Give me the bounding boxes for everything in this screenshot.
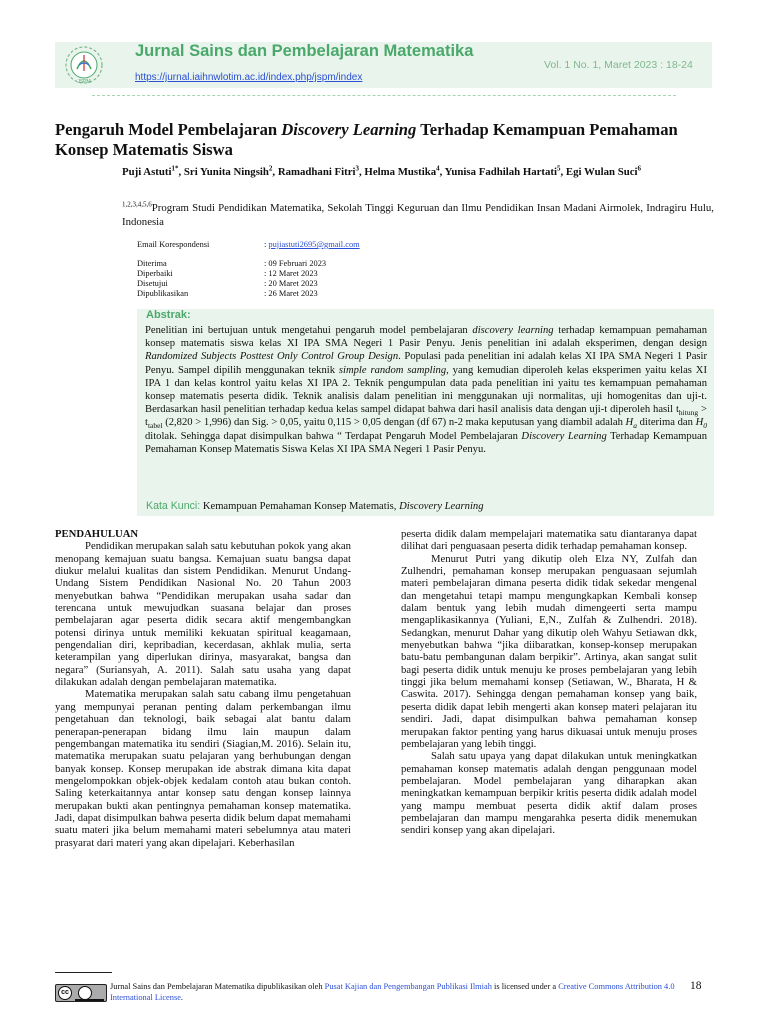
author: Egi Wulan Suci$^6$	[565, 164, 642, 178]
title-part: Pengaruh Model Pembelajaran	[55, 120, 282, 139]
paragraph: Pendidikan merupakan salah satu kebutuhan pokok yang akan menopang kemajuan suatu bangsa. Kemajuan suatu bangsa dapat diukur melalui kualitas dan sistem Pendidikan. Menurut Undang-Undang Sistem Pendidikan Nasional No. 20 Tahun 2003 menyebutkan bahwa “Pendidikan merupakan usaha sadar dan terencana untuk mewujudkan suasana belajar dan proses pembelajaran agar peserta didik secara aktif mengembangkan potensi dirinya untuk memiliki kekuatan spiritual keagamaan, pengendalian diri, kepribadian, kecerdasan, akhlak mulia, serta keterampilan yang diperlukan dirinya, masyarakat, bangsa dan negara” (Suriansyah, A. 2011). Salah satu usaha yang dapat dilakukan adalah dengan pembelajaran matematika.	[55, 540, 351, 689]
title-part: Terhadap Kemampuan Pemahaman Konsep Matematis Siswa	[55, 120, 678, 159]
abstract-segment: a	[633, 421, 637, 431]
abstract-segment: discovery learning	[472, 325, 554, 336]
author: Sri Yunita Ningsih$^2$,	[183, 164, 278, 178]
affiliation-sup: 1,2,3,4,5,6	[122, 200, 152, 209]
abstract-segment: terhadap kemampuan pemahaman konsep matematis siswa kelas XI IPA SMA Negeri 1 Pasir Penyu. Jenis penelitian ini adalah eksperimen, dengan design	[145, 325, 708, 350]
abstract-segment: Terhadap Kemampuan Pemahaman Konsep Matematis Siswa Kelas XI IPA SMA Negeri 1 Pasir Penyu.	[145, 430, 707, 455]
abstract-text	[145, 324, 707, 456]
keywords-emphasis: Discovery Learning	[399, 501, 484, 512]
section-heading: PENDAHULUAN	[55, 528, 139, 540]
logo-text: JSPM	[77, 79, 91, 85]
license-link[interactable]: Creative Commons Attribution 4.0 International License	[110, 982, 675, 1002]
body-column-left	[55, 528, 351, 849]
journal-volume: Vol. 1 No. 1, Maret 2023 : 18-24	[544, 59, 693, 71]
author: Puji Astuti$^{1*}$,	[122, 164, 184, 178]
cc-badge-text: cc	[58, 986, 72, 1000]
author-list	[122, 166, 714, 179]
paragraph: Matematika merupakan salah satu cabang ilmu pengetahuan yang mempunyai peranan penting dalam perkembangan ilmu pengetahuan dan teknologi, baik sebagai alat bantu dalam penerapan-penerapan bidang ilmu lain maupun dalam pengembangan matematika itu sendiri (Siagian,M. 2016). Selain itu, matematika merupakan suatu pelajaran yang berhubungan dengan banyak konsep. Konsep merupakan ide abstrak dimana kita dapat mengelompokkan objek-objek kedalam contoh atau bukan contoh. Saling keterkaitannya antar konsep satu dengan konsep lainnya merupakan bukti akan pentingnya pemahaman konsep matematika. Jadi, dapat disimpulkan bahwa peserta didik belum dapat memahami suatu materi jika belum memahami materi sebelumnya atau materi prasyarat dari materi yang akan dipelajari. Keberhasilan	[55, 688, 351, 849]
abstract-segment: Penelitian ini bertujuan untuk mengetahui pengaruh model pembelajaran	[145, 325, 473, 336]
paragraph: peserta didik dalam mempelajari matematika satu diantaranya dapat dilihat dari penguasaan peserta didik terhadap pemahaman konsep.	[401, 528, 697, 553]
date-received: Diterima : 09 Februari 2023	[137, 259, 327, 268]
author: Ramadhani Fitri$^3$,	[277, 164, 365, 178]
date-accepted: Disetujui : 20 Maret 2023	[137, 279, 318, 288]
page-number: 18	[690, 980, 702, 992]
author: Helma Mustika$^4$,	[364, 164, 445, 178]
journal-title: Jurnal Sains dan Pembelajaran Matematika	[135, 42, 474, 60]
email-label: Email Korespondensi	[137, 240, 210, 249]
footer-text: Jurnal Sains dan Pembelajaran Matematika dipublikasikan oleh Pusat Kajian dan Pengembangan Publikasi Ilmiah is licensed under a Creative Commons Attribution 4.0 International License.	[110, 982, 675, 1002]
abstract-segment: H	[695, 417, 704, 429]
abstract-segment: > t	[145, 404, 707, 429]
email-row	[137, 240, 360, 250]
abstract-segment: hitung	[678, 408, 699, 418]
footnote-rule	[55, 972, 112, 973]
paragraph: Salah satu upaya yang dapat dilakukan untuk meningkatkan pemahaman konsep matematis adalah dengan penggunaan model pembelajaran. Model pembelajaran yang diharapkan akan meningkatkan kemampuan berpikir kritis peserta didik adalah model yang mampu membuat peserta didik aktif dalam proses pembelajaran dan mampu mengarahka peserta didik menemukan sendiri konsep yang akan dipelajari.	[401, 750, 697, 837]
email-link[interactable]: pujiastuti2695@gmail.com	[268, 240, 360, 249]
abstract-segment: . Populasi pada penelitian ini adalah kelas XI IPA SMA Negeri 1 Pasir Penyu. Sampel dipilih menggunakan teknik	[145, 351, 707, 376]
abstract-segment: tabel	[147, 421, 163, 431]
author: Yunisa Fadhilah Hartati$^5$,	[444, 164, 566, 178]
publisher-link[interactable]: Pusat Kajian dan Pengembangan Publikasi Ilmiah	[324, 982, 492, 991]
keywords-text: Kemampuan Pemahaman Konsep Matematis,	[200, 501, 400, 512]
affiliation	[122, 201, 714, 229]
by-person-icon	[78, 986, 92, 1000]
date-revised: Diperbaiki : 12 Maret 2023	[137, 269, 318, 278]
keywords-label: Kata Kunci:	[146, 500, 201, 512]
abstract-segment: Randomized Subjects Posttest Only Control Group Design	[145, 351, 399, 363]
paragraph: Menurut Putri yang dikutip oleh Elza NY, Zulfah dan Zulhendri, pemahaman konsep merupakan penguasaan sejumlah materi pembelajaran dimana peserta didik tidak sekedar mengenal dan mengetahui tetapi mampu mengungkapkan Kembali konsep dalam bentuk yang lebih mudah dimengeerti serta mampu mengaplikasikannya (Yuliani, E,N., Zulfah & Zulhendri. 2018). Sedangkan, menurut Dahar yang dikutip oleh Wahyu Setiawan dkk, menyebutkan bahwa “jika diibaratkan, konsep-konsep merupakan batu-batu pembangunan dalam berpikir”. Artinya, akan sangat sulit bagi peserta didik untuk menuju ke proses pembelajaran yang lebih tinggi jika belum memahami konsep (Setiawan, W., Bharata, H & Caswita. 2017). Sehingga dengan pemahaman konsep yang baik, peserta didik dapat lebih mengerti akan konsep materi pelajaran itu sendiri. Jadi, dapat disimpulkan bahwa pemahaman konsep merupakan faktor penting yang harus dikuasai untuk menuju proses pembelajaran yang lebih tinggi.	[401, 552, 697, 750]
abstract-segment: 0	[703, 421, 707, 431]
abstract-segment: H	[625, 417, 634, 429]
cc-license-icon[interactable]	[55, 984, 107, 1002]
abstract-segment: Discovery Learning	[521, 430, 607, 442]
body-column-right	[401, 528, 697, 837]
email-sep: :	[264, 240, 269, 249]
journal-url-link[interactable]: https://jurnal.iaihnwlotim.ac.id/index.php/jspm/index	[135, 72, 363, 83]
abstract-segment: simple random sampling,	[338, 364, 449, 376]
affiliation-text: Program Studi Pendidikan Matematika, Sekolah Tinggi Keguruan dan Ilmu Pendidikan Insan Madani Airmolek, Indragiru Hulu, Indonesia	[122, 202, 714, 228]
abstract-segment: (2,820 > 1,996) dan Sig. > 0,05, yaitu 0,115 > 0,05 dengan (df 67) n-2 maka keputusan yang diambil adalah	[162, 417, 626, 429]
title-emphasis: Discovery Learning	[281, 120, 417, 139]
date-published: Dipublikasikan : 26 Maret 2023	[137, 289, 318, 298]
article-title	[55, 120, 715, 160]
journal-logo-icon	[62, 45, 106, 87]
abstract-heading: Abstrak:	[146, 309, 191, 321]
keywords	[146, 500, 484, 512]
header-divider	[92, 95, 676, 96]
abstract-segment: yang kemudian diperoleh kelas eksperimen yaitu kelas XI IPA 1 dan kelas kontrol yaitu kelas XI IPA 2. Teknik pengumpulan data pada penelitian ini yaitu tes kemampuan pemahaman konsep matematis peserta didik. Teknik analisis dalam penelitian ini menggunakan uji normalitas, uji homogenitas dan uji-t. Berdasarkan hasil penelitian terhadap kedua kelas sampel didapat bahwa dari hasil analisis data dengan uji-t diperoleh hasil t	[145, 364, 707, 416]
abstract-segment: ditolak. Sehingga dapat disimpulkan bahwa “ Terdapat Pengaruh Model Pembelajaran	[145, 430, 522, 442]
abstract-segment: diterima dan	[636, 417, 696, 429]
